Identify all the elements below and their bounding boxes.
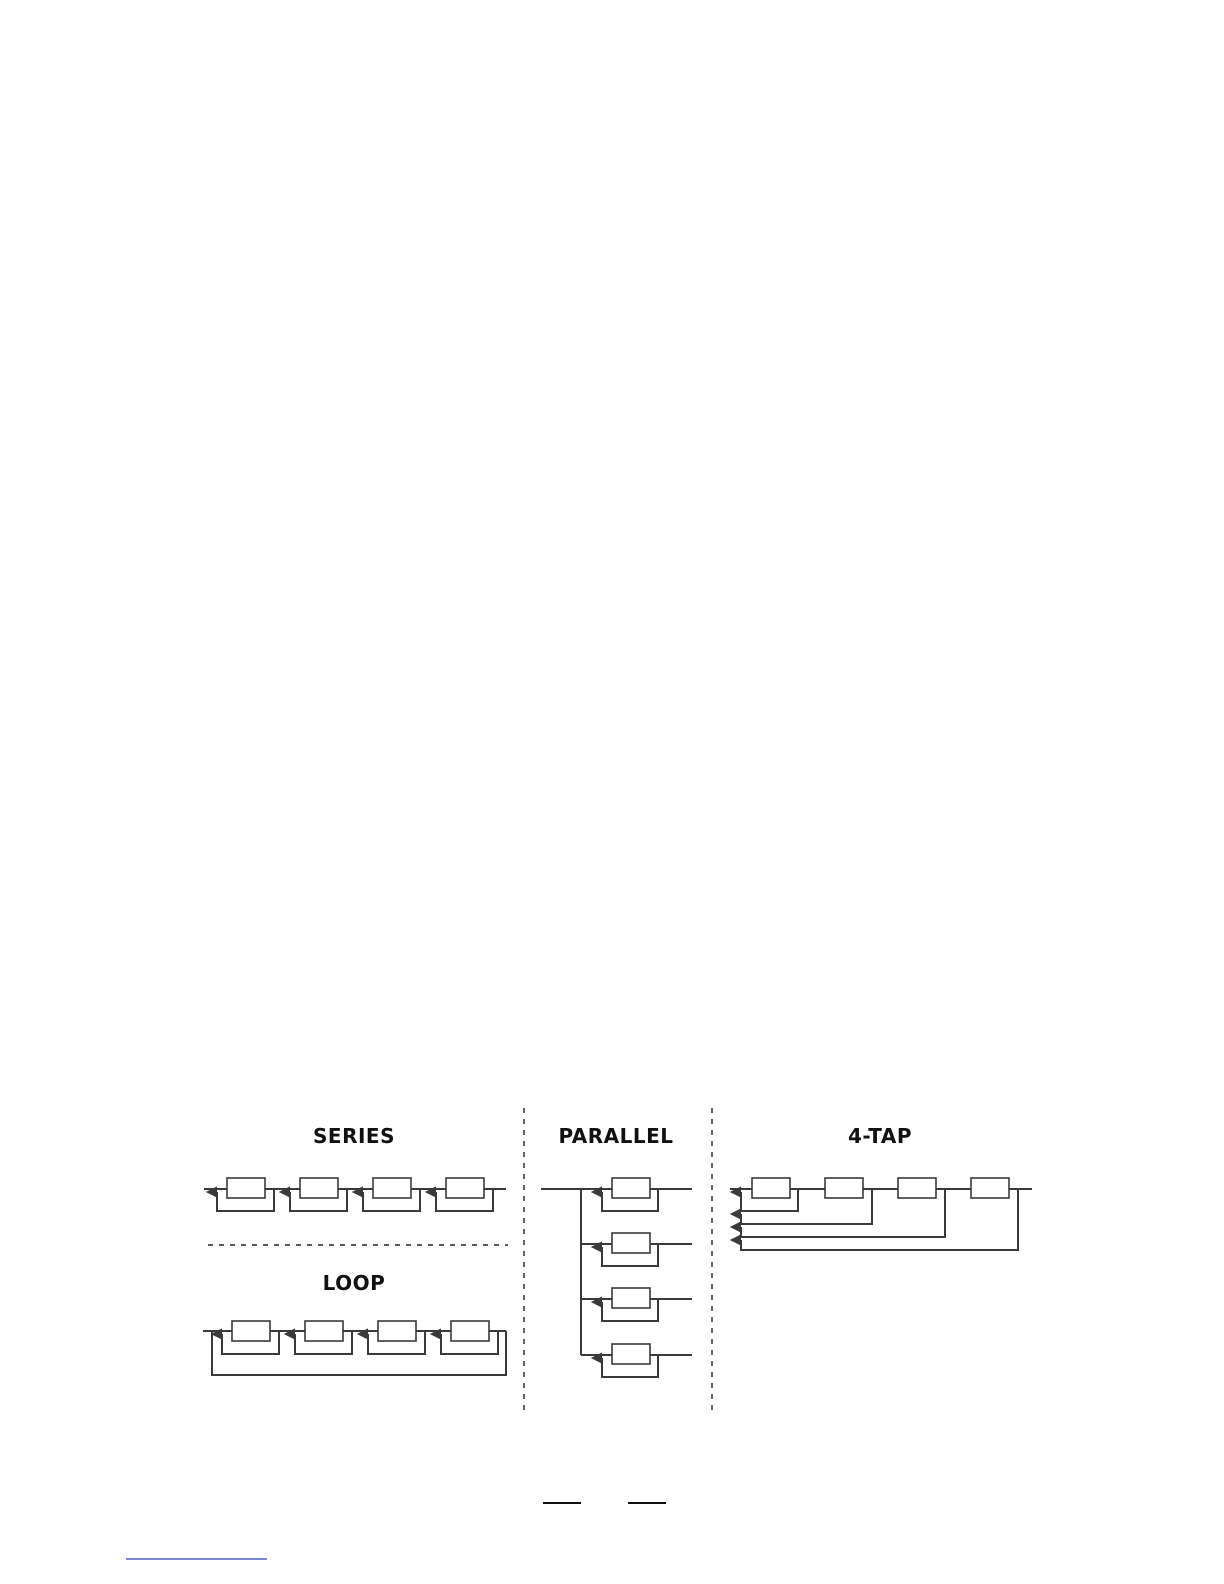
tap-delay-box <box>752 1178 790 1198</box>
parallel-branch-1 <box>581 1178 692 1211</box>
parallel-branch-4 <box>581 1344 692 1377</box>
tap-delay-box <box>898 1178 936 1198</box>
loop-stage-2 <box>295 1321 352 1354</box>
series-stage-4 <box>436 1178 493 1211</box>
parallel-branch-3 <box>581 1288 692 1321</box>
series-delay-box <box>446 1178 484 1198</box>
series-delay-box <box>373 1178 411 1198</box>
parallel-diagram <box>541 1178 692 1377</box>
parallel-delay-box <box>612 1344 650 1364</box>
series-diagram <box>204 1178 506 1211</box>
tap-delay-box <box>825 1178 863 1198</box>
parallel-title: PARALLEL <box>558 1124 674 1148</box>
loop-title: LOOP <box>322 1271 386 1295</box>
tap-delay-box <box>971 1178 1009 1198</box>
loop-delay-box <box>378 1321 416 1341</box>
parallel-delay-box <box>612 1233 650 1253</box>
series-stage-3 <box>363 1178 420 1211</box>
tap-stage-1 <box>741 1178 798 1211</box>
tap-title: 4-TAP <box>847 1124 913 1148</box>
loop-delay-box <box>232 1321 270 1341</box>
tap-diagram <box>730 1178 1032 1250</box>
loop-delay-box <box>305 1321 343 1341</box>
series-title: SERIES <box>313 1124 395 1148</box>
series-delay-box <box>300 1178 338 1198</box>
series-delay-box <box>227 1178 265 1198</box>
series-stage-1 <box>217 1178 274 1211</box>
loop-diagram <box>203 1321 506 1375</box>
loop-stage-1 <box>222 1321 279 1354</box>
loop-stage-4 <box>441 1321 498 1354</box>
parallel-delay-box <box>612 1288 650 1308</box>
parallel-branch-2 <box>581 1233 692 1266</box>
series-stage-2 <box>290 1178 347 1211</box>
parallel-delay-box <box>612 1178 650 1198</box>
loop-delay-box <box>451 1321 489 1341</box>
loop-stage-3 <box>368 1321 425 1354</box>
